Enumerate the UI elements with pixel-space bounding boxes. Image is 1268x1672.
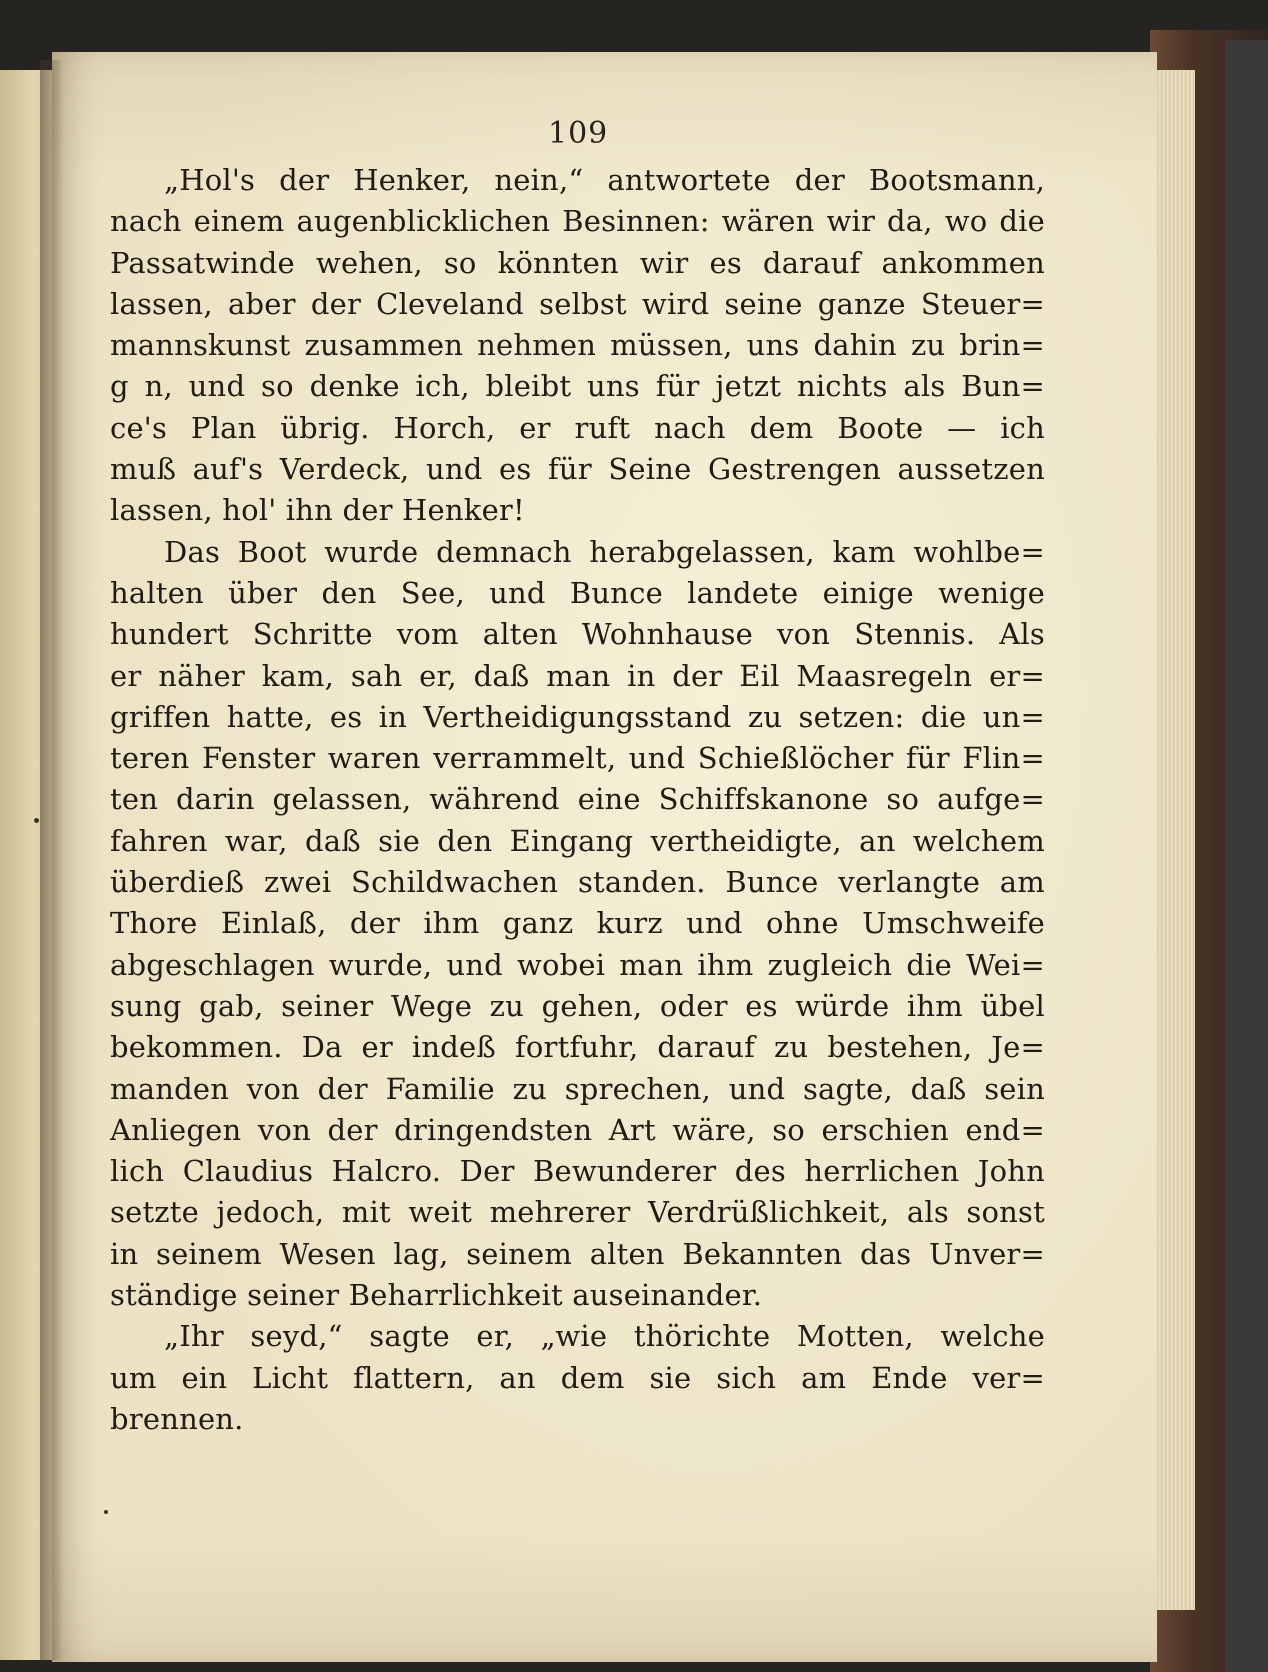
text-line: halten über den See, und Bunce landete einige wenige: [110, 575, 1045, 610]
text-line: er näher kam, sah er, daß man in der Eil Maasregeln er=: [110, 658, 1045, 693]
text-line: ce's Plan übrig. Horch, er ruft nach dem Boote — ich: [110, 410, 1045, 445]
text-line: fahren war, daß sie den Eingang vertheidigte, an welchem: [110, 823, 1045, 858]
text-line: ständige seiner Beharrlichkeit auseinander.: [110, 1278, 763, 1313]
text-line: überdieß zwei Schildwachen standen. Bunce verlangte am: [110, 865, 1045, 900]
text-line: „Hol's der Henker, nein,“ antwortete der Bootsmann,: [164, 163, 1045, 197]
text-line: lassen, aber der Cleveland selbst wird seine ganze Steuer=: [110, 286, 1045, 321]
text-line: Das Boot wurde demnach herabgelassen, kam wohlbe=: [164, 534, 1045, 569]
text-line: um ein Licht flattern, an dem sie sich am Ende ver=: [110, 1360, 1045, 1395]
text-line: brennen.: [110, 1401, 244, 1436]
page-number: 109: [548, 116, 609, 151]
text-line: teren Fenster waren verrammelt, und Schießlöcher für Flin=: [110, 741, 1045, 776]
text-line: abgeschlagen wurde, und wobei man ihm zugleich die Wei=: [110, 947, 1045, 982]
text-line: sung gab, seiner Wege zu gehen, oder es würde ihm übel: [110, 988, 1045, 1023]
text-line: lich Claudius Halcro. Der Bewunderer des herrlichen John: [110, 1154, 1045, 1189]
text-line: Anliegen von der dringendsten Art wäre, so erschien end=: [110, 1112, 1045, 1147]
page-text: [110, 160, 1045, 1440]
text-line: Passatwinde wehen, so könnten wir es darauf ankommen: [110, 245, 1045, 280]
text-line: Thore Einlaß, der ihm ganz kurz und ohne Umschweife: [110, 906, 1045, 941]
paper-speck: [34, 818, 39, 823]
page-gutter-shadow: [40, 60, 64, 1660]
text-line: ten darin gelassen, während eine Schiffskanone so aufge=: [110, 782, 1045, 817]
text-line: bekommen. Da er indeß fortfuhr, darauf zu bestehen, Je=: [110, 1030, 1045, 1065]
text-line: mannskunst zusammen nehmen müssen, uns dahin zu brin=: [110, 328, 1045, 363]
text-line: griffen hatte, es in Vertheidigungsstand zu setzen: die un=: [110, 699, 1045, 734]
text-line: „Ihr seyd,“ sagte er, „wie thörichte Motten, welche: [164, 1319, 1045, 1354]
paper-speck: [104, 1510, 108, 1514]
text-line: in seinem Wesen lag, seinem alten Bekannten das Unver=: [110, 1236, 1045, 1271]
text-line: g n, und so denke ich, bleibt uns für jetzt nichts als Bun=: [110, 369, 1045, 404]
text-line: nach einem augenblicklichen Besinnen: wären wir da, wo die: [110, 204, 1045, 239]
text-line: hundert Schritte vom alten Wohnhause von Stennis. Als: [110, 617, 1045, 652]
text-line: manden von der Familie zu sprechen, und sagte, daß sein: [110, 1071, 1045, 1106]
book-cover-edge: [1225, 40, 1268, 1672]
text-line: muß auf's Verdeck, und es für Seine Gestrengen aussetzen: [110, 452, 1045, 487]
text-line: lassen, hol' ihn der Henker!: [110, 493, 525, 528]
text-line: setzte jedoch, mit weit mehrerer Verdrüßlichkeit, als sonst: [110, 1195, 1045, 1230]
